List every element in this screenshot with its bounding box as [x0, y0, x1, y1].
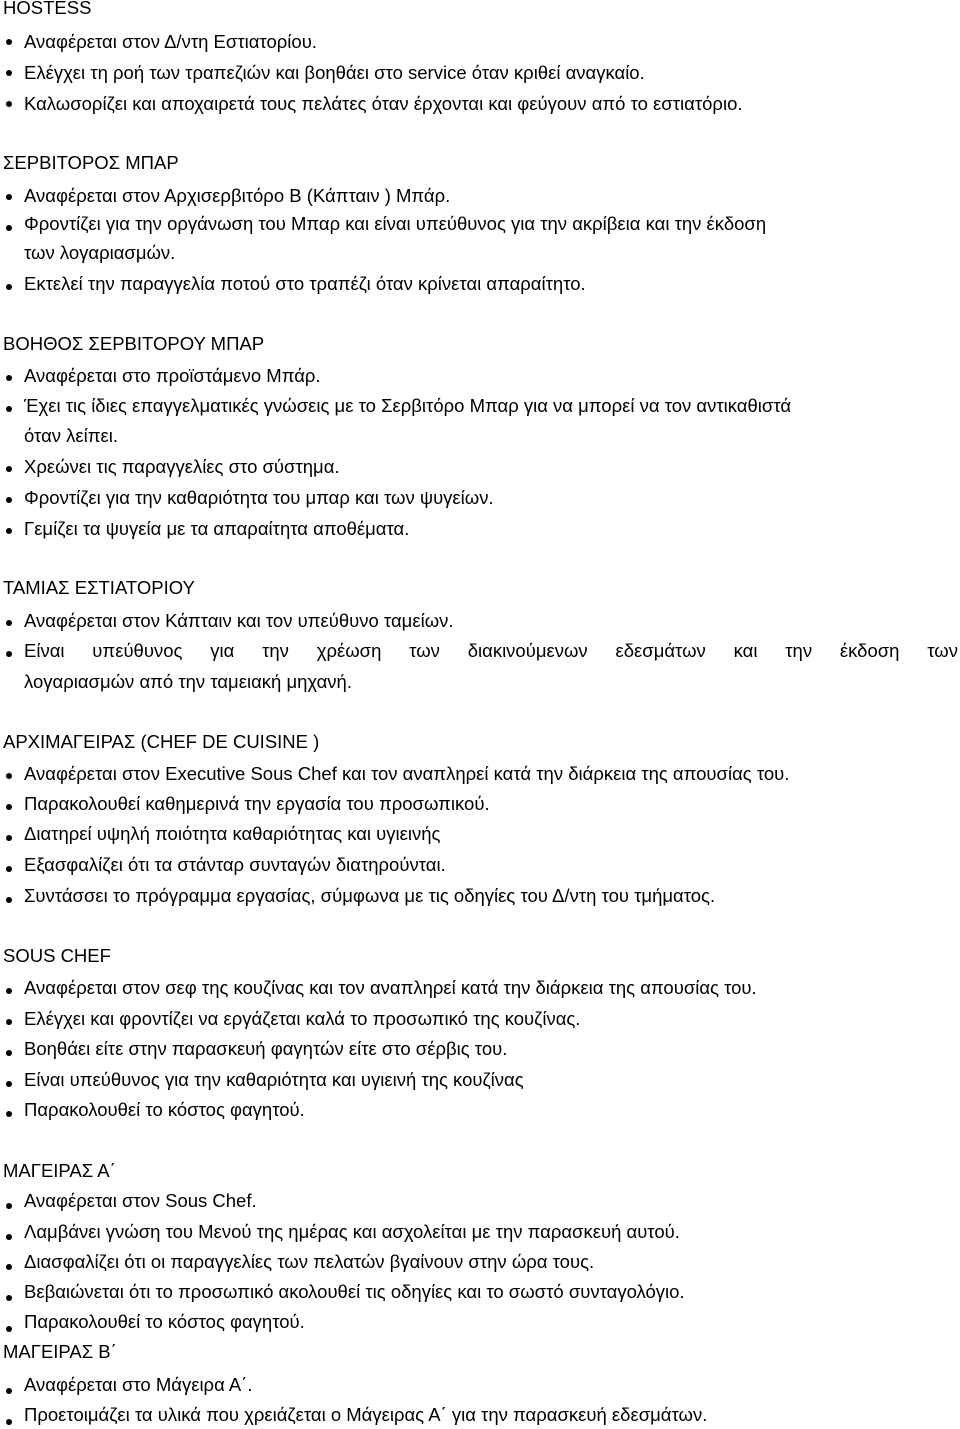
bullet-icon: [6, 70, 12, 76]
list-item-text: Είναι υπεύθυνος για την καθαριότητα και υγιεινή της κουζίνας: [24, 1069, 524, 1090]
list-item-text: Χρεώνει τις παραγγελίες στο σύστημα.: [24, 456, 340, 477]
list-item-text: Ελέγχει και φροντίζει να εργάζεται καλά το προσωπικό της κουζίνας.: [24, 1008, 581, 1029]
list-item-text: Γεμίζει τα ψυγεία με τα απαραίτητα αποθέματα.: [24, 518, 410, 539]
bullet-icon: [6, 101, 12, 107]
section-heading-bar-waiter: ΣΕΡΒΙΤΟΡΟΣ ΜΠΑΡ: [3, 152, 179, 173]
list-item-text: Παρακολουθεί το κόστος φαγητού.: [24, 1311, 305, 1332]
bullet-icon: [6, 1295, 12, 1301]
section-heading-cook-a: ΜΑΓΕΙΡΑΣ Α΄: [3, 1160, 116, 1181]
bullet-icon: [6, 194, 12, 200]
bullet-icon: [6, 528, 12, 534]
list-item-text: Διατηρεί υψηλή ποιότητα καθαριότητας και υγιεινής: [24, 823, 441, 844]
bullet-icon: [6, 1419, 12, 1425]
list-item-text: Εξασφαλίζει ότι τα στάνταρ συνταγών διατηρούνται.: [24, 854, 446, 875]
bullet-icon: [6, 1388, 12, 1394]
bullet-icon: [6, 1264, 12, 1270]
list-item-text: Αναφέρεται στον Sous Chef.: [24, 1190, 257, 1211]
bullet-icon: [6, 651, 12, 657]
list-item-text: Αναφέρεται στον Κάπταιν και τον υπεύθυνο ταμείων.: [24, 610, 454, 631]
bullet-icon: [6, 1234, 12, 1240]
bullet-icon: [6, 988, 12, 994]
list-item-text: Συντάσσει το πρόγραμμα εργασίας, σύμφωνα με τις οδηγίες του Δ/ντη του τμήματος.: [24, 885, 716, 906]
bullet-icon: [6, 1081, 12, 1087]
bullet-icon: [6, 225, 12, 231]
bullet-icon: [6, 284, 12, 290]
list-item-text: Φροντίζει για την οργάνωση του Μπαρ και είναι υπεύθυνος για την ακρίβεια και την έκδοση: [24, 213, 767, 234]
list-item-text: Βεβαιώνεται ότι το προσωπικό ακολουθεί τις οδηγίες και το σωστό συνταγολόγιο.: [24, 1281, 685, 1302]
bullet-icon: [6, 406, 12, 412]
list-item-text: Αναφέρεται στο Μάγειρα Α΄.: [24, 1374, 253, 1395]
bullet-icon: [6, 773, 12, 779]
list-item-text: Προετοιμάζει τα υλικά που χρειάζεται ο Μάγειρας Α΄ για την παρασκευή εδεσμάτων.: [24, 1404, 708, 1425]
bullet-icon: [6, 1111, 12, 1117]
bullet-icon: [6, 866, 12, 872]
list-item-text: Αναφέρεται στο προϊστάμενο Μπάρ.: [24, 365, 321, 386]
bullet-icon: [6, 1019, 12, 1025]
bullet-icon: [6, 1203, 12, 1209]
list-item-text: Ελέγχει τη ροή των τραπεζιών και βοηθάει στο service όταν κριθεί αναγκαίο.: [24, 62, 645, 83]
bullet-icon: [6, 39, 12, 45]
bullet-icon: [6, 804, 12, 810]
bullet-icon: [6, 620, 12, 626]
list-item-text: Αναφέρεται στον σεφ της κουζίνας και τον αναπληρεί κατά την διάρκεια της απουσίας του.: [24, 977, 757, 998]
section-heading-cashier: ΤΑΜΙΑΣ ΕΣΤΙΑΤΟΡΙΟΥ: [3, 577, 195, 598]
section-heading-cook-b: ΜΑΓΕΙΡΑΣ Β΄: [3, 1341, 117, 1362]
list-item-text: Είναι υπεύθυνος για την χρέωση των διακινούμενων εδεσμάτων και την έκδοση των: [24, 640, 958, 661]
list-item-text: Λαμβάνει γνώση του Μενού της ημέρας και ασχολείται με την παρασκευή αυτού.: [24, 1221, 680, 1242]
list-item-text: Αναφέρεται στον Executive Sous Chef και τον αναπληρεί κατά την διάρκεια της απουσίας του.: [24, 763, 790, 784]
section-heading-hostess: HOSTESS: [3, 0, 92, 18]
list-item-text: Αναφέρεται στον Αρχισερβιτόρο Β (Κάπταιν ) Μπάρ.: [24, 185, 451, 206]
list-item-text: Βοηθάει είτε στην παρασκευή φαγητών είτε στο σέρβις του.: [24, 1038, 508, 1059]
bullet-icon: [6, 897, 12, 903]
list-item-text: Παρακολουθεί το κόστος φαγητού.: [24, 1099, 305, 1120]
bullet-icon: [6, 497, 12, 503]
list-item-text: Καλωσορίζει και αποχαιρετά τους πελάτες όταν έρχονται και φεύγουν από το εστιατόριο.: [24, 93, 743, 114]
bullet-icon: [6, 1050, 12, 1056]
section-heading-bar-assistant: ΒΟΗΘΟΣ ΣΕΡΒΙΤΟΡΟΥ ΜΠΑΡ: [3, 333, 265, 354]
list-item-text-continued: όταν λείπει.: [24, 425, 119, 446]
bullet-icon: [6, 1326, 12, 1332]
section-heading-sous-chef: SOUS CHEF: [3, 945, 111, 966]
list-item-text-continued: λογαριασμών από την ταμειακή μηχανή.: [24, 671, 352, 692]
list-item-text: Διασφαλίζει ότι οι παραγγελίες των πελατών βγαίνουν στην ώρα τους.: [24, 1251, 595, 1272]
bullet-icon: [6, 375, 12, 381]
list-item-text: Έχει τις ίδιες επαγγελματικές γνώσεις με το Σερβιτόρο Μπαρ για να μπορεί να τον αντικαθιστά: [24, 395, 792, 416]
bullet-icon: [6, 835, 12, 841]
list-item-text: Παρακολουθεί καθημερινά την εργασία του προσωπικού.: [24, 793, 490, 814]
list-item-text-continued: των λογαριασμών.: [24, 242, 176, 263]
list-item-text: Εκτελεί την παραγγελία ποτού στο τραπέζι όταν κρίνεται απαραίτητο.: [24, 273, 586, 294]
section-heading-head-chef: ΑΡΧΙΜΑΓΕΙΡΑΣ (CHEF DE CUISINE ): [3, 731, 320, 752]
list-item-text: Φροντίζει για την καθαριότητα του μπαρ και των ψυγείων.: [24, 487, 494, 508]
bullet-icon: [6, 466, 12, 472]
list-item-text: Αναφέρεται στον Δ/ντη Εστιατορίου.: [24, 31, 317, 52]
